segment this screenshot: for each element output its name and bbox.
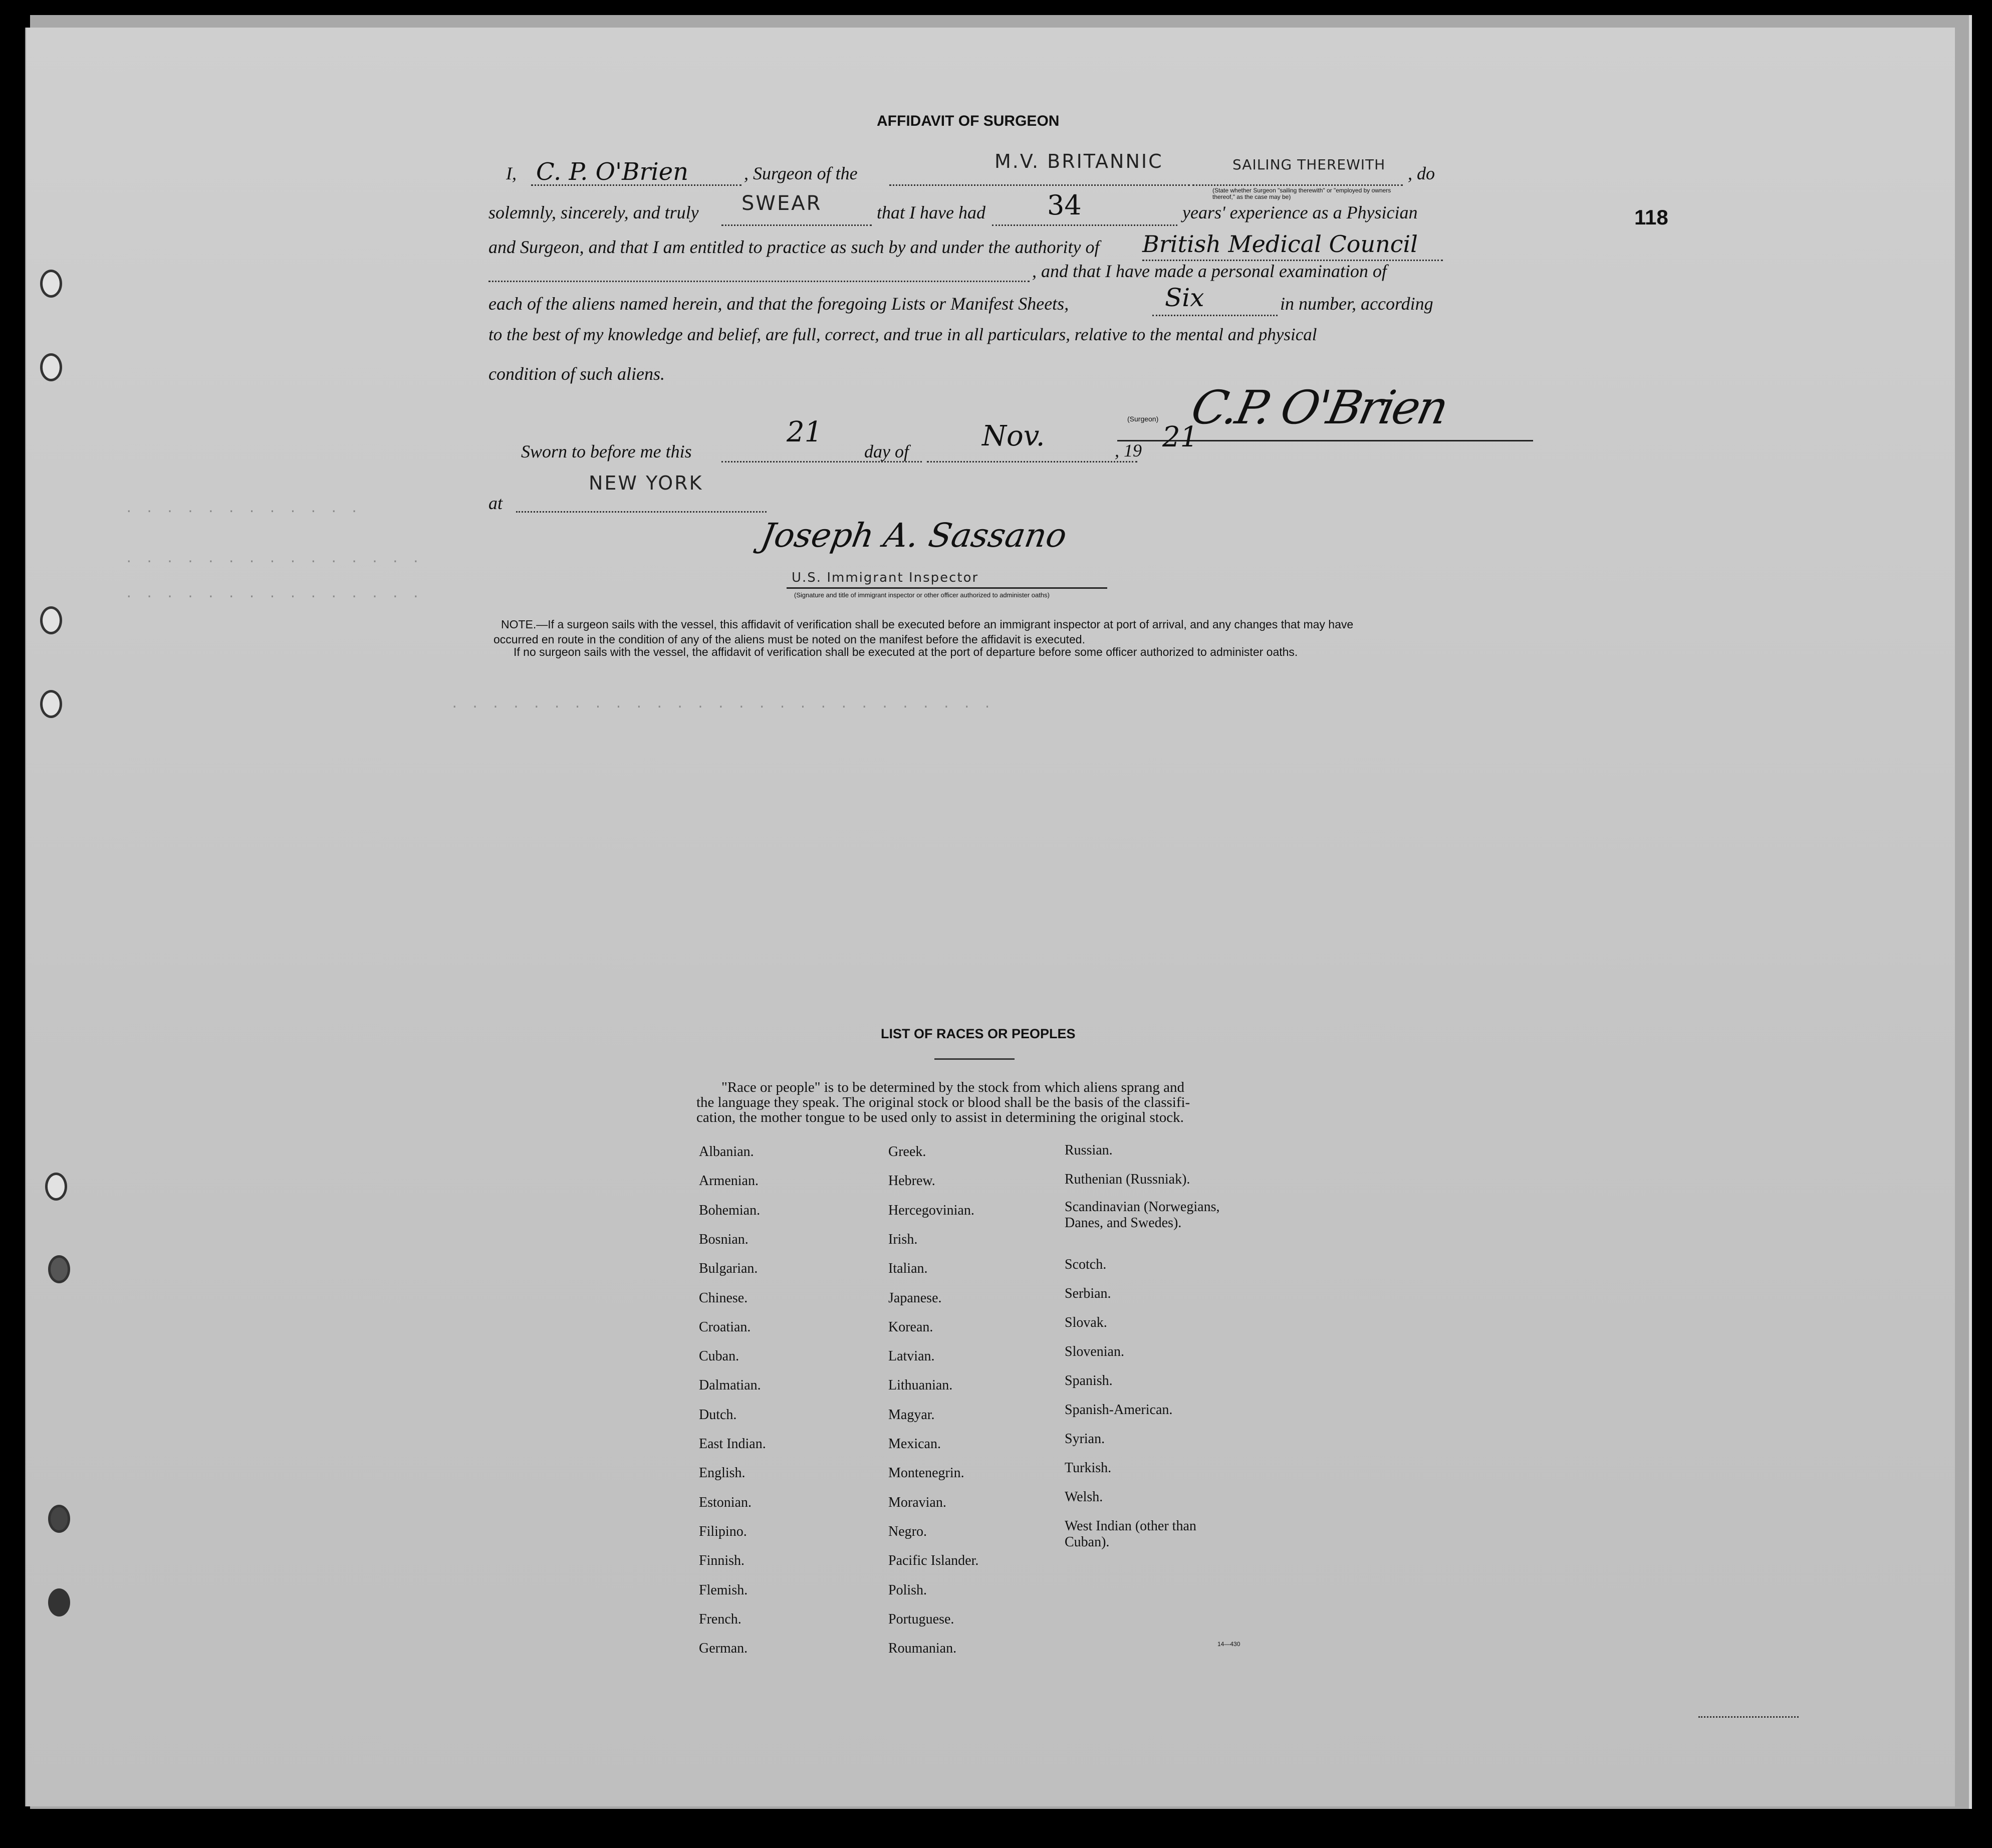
race-item: Moravian. <box>888 1495 946 1510</box>
text-condition: condition of such aliens. <box>488 364 665 384</box>
race-item: Bohemian. <box>699 1203 761 1218</box>
place-field-line <box>516 511 767 513</box>
race-item: Russian. <box>1065 1142 1113 1158</box>
inspector-signature: Joseph A. Sassano <box>758 516 1070 555</box>
sworn-month: Nov. <box>982 420 1045 452</box>
race-item: Spanish-American. <box>1065 1402 1173 1418</box>
race-item: Syrian. <box>1065 1431 1105 1447</box>
surgeon-signature: C.P. O'Brien <box>1186 381 1451 434</box>
sworn-year: 21 <box>1162 421 1198 453</box>
punch-hole <box>40 270 62 298</box>
race-item: Cuban. <box>699 1348 739 1364</box>
text-in-number: in number, according <box>1280 294 1433 314</box>
race-item: East Indian. <box>699 1436 766 1452</box>
bleed-through-row: . . . . . . . . . . . . <box>125 501 361 515</box>
bleed-through-row: . . . . . . . . . . . . . . . <box>125 586 423 600</box>
race-item: Latvian. <box>888 1348 935 1364</box>
punch-hole <box>40 690 62 718</box>
month-field-line <box>927 461 1137 463</box>
race-item: Ruthenian (Russniak). <box>1065 1172 1190 1187</box>
text-personal-examination: , and that I have made a personal examination of <box>1032 261 1387 281</box>
sworn-place: NEW YORK <box>589 472 703 494</box>
race-item: Slovak. <box>1065 1315 1107 1330</box>
licensing-authority: British Medical Council <box>1142 230 1418 258</box>
manifest-sheet-count: Six <box>1165 283 1204 312</box>
surgeon-name: C. P. O'Brien <box>536 158 689 186</box>
surgeon-status: SAILING THEREWITH <box>1232 156 1386 173</box>
race-item: Cuban). <box>1065 1534 1110 1550</box>
bleed-through-row: . . . . . . . . . . . . . . . <box>125 551 423 565</box>
punch-hole <box>40 353 62 381</box>
race-item: Scotch. <box>1065 1257 1107 1272</box>
races-intro-line-2: the language they speak. The original stock or blood shall be the basis of the classifi- <box>696 1094 1190 1110</box>
punch-hole <box>48 1505 70 1533</box>
inspector-note: (Signature and title of immigrant inspector or other officer authorized to administer oaths) <box>794 591 1050 599</box>
text-full-correct: to the best of my knowledge and belief, are full, correct, and true in all particulars, relative to the mental and physical <box>488 325 1317 344</box>
text-at: at <box>488 493 503 513</box>
race-item: Dalmatian. <box>699 1377 761 1393</box>
page-number: 118 <box>1634 205 1668 229</box>
text-sworn: Sworn to before me this <box>521 441 692 461</box>
status-note: (State whether Surgeon "sailing therewith" or "employed by owners thereof," as the case may be) <box>1212 187 1391 200</box>
affidavit-title: AFFIDAVIT OF SURGEON <box>877 113 1060 129</box>
race-item: Greek. <box>888 1144 926 1160</box>
races-intro-line-1: "Race or people" is to be determined by the stock from which aliens sprang and <box>721 1079 1185 1095</box>
years-experience: 34 <box>1047 189 1082 221</box>
races-title-rule <box>934 1058 1015 1060</box>
punch-hole <box>48 1588 70 1616</box>
race-item: Serbian. <box>1065 1286 1111 1301</box>
note-line-1: NOTE.—If a surgeon sails with the vessel, this affidavit of verification shall be executed before an immigrant inspector at port of arrival, and any changes that may have <box>501 618 1354 631</box>
years-field-line <box>992 224 1177 226</box>
race-item: Slovenian. <box>1065 1344 1124 1359</box>
race-item: Croatian. <box>699 1319 751 1335</box>
text-do: , do <box>1408 163 1435 183</box>
punch-hole <box>45 1173 67 1201</box>
oath-field-line <box>721 224 872 226</box>
text-nineteen: , 19 <box>1115 440 1142 460</box>
race-item: Hebrew. <box>888 1173 935 1189</box>
race-item: Pacific Islander. <box>888 1553 979 1568</box>
text-i: I, <box>506 163 517 183</box>
race-item: Filipino. <box>699 1524 747 1539</box>
race-item: Italian. <box>888 1261 928 1276</box>
race-item: Irish. <box>888 1232 918 1247</box>
races-intro-line-3: cation, the mother tongue to be used only to assist in determining the original stock. <box>696 1109 1184 1125</box>
text-day-of: day of <box>864 441 909 461</box>
bleed-through-row: . . . . . . . . . . . . . . . . . . . . . . . . . . . <box>451 697 994 711</box>
sheets-field-line <box>1152 315 1278 316</box>
vessel-name: M.V. BRITANNIC <box>994 150 1163 172</box>
race-item: Magyar. <box>888 1407 935 1423</box>
race-item: Montenegrin. <box>888 1465 964 1481</box>
race-item: Danes, and Swedes). <box>1065 1215 1182 1231</box>
race-item: Roumanian. <box>888 1641 957 1656</box>
sworn-day: 21 <box>787 416 823 448</box>
race-item: Polish. <box>888 1582 927 1598</box>
note-line-2: occurred en route in the condition of any of the aliens must be noted on the manifest before the affidavit is executed. <box>493 633 1085 646</box>
race-item: Flemish. <box>699 1582 748 1598</box>
race-item: Lithuanian. <box>888 1377 953 1393</box>
surgeon-caption: (Surgeon) <box>1127 415 1159 423</box>
race-item: Scandinavian (Norwegians, <box>1065 1199 1220 1215</box>
inspector-title: U.S. Immigrant Inspector <box>792 570 979 585</box>
vessel-field-line <box>889 184 1190 186</box>
race-item: Portuguese. <box>888 1611 954 1627</box>
race-item: Armenian. <box>699 1173 759 1189</box>
race-item: Hercegovinian. <box>888 1203 974 1218</box>
punch-hole <box>40 606 62 634</box>
race-item: Welsh. <box>1065 1489 1103 1505</box>
race-item: Korean. <box>888 1319 933 1335</box>
note-line-3: If no surgeon sails with the vessel, the affidavit of verification shall be executed at the port of departure before some officer authorized to administer oaths. <box>514 645 1298 658</box>
race-item: Turkish. <box>1065 1460 1112 1476</box>
race-item: French. <box>699 1611 741 1627</box>
race-item: Albanian. <box>699 1144 754 1160</box>
text-foregoing-lists: each of the aliens named herein, and that the foregoing Lists or Manifest Sheets, <box>488 294 1069 314</box>
race-item: Dutch. <box>699 1407 737 1423</box>
punch-hole <box>48 1255 70 1283</box>
race-item: Spanish. <box>1065 1373 1113 1389</box>
text-years-experience: years' experience as a Physician <box>1182 202 1418 222</box>
race-item: English. <box>699 1465 745 1481</box>
race-item: West Indian (other than <box>1065 1518 1196 1534</box>
race-item: Chinese. <box>699 1290 748 1306</box>
race-item: Japanese. <box>888 1290 942 1306</box>
inspector-signature-line <box>787 587 1107 589</box>
race-item: Bosnian. <box>699 1232 749 1247</box>
race-item: German. <box>699 1641 748 1656</box>
form-number: 14—430 <box>1217 1641 1240 1648</box>
status-field-line <box>1192 184 1403 186</box>
oath-word: SWEAR <box>741 192 822 215</box>
race-item: Finnish. <box>699 1553 745 1568</box>
text-that-i-have-had: that I have had <box>877 202 985 222</box>
text-authority: and Surgeon, and that I am entitled to practice as such by and under the authority of <box>488 237 1100 257</box>
race-item: Mexican. <box>888 1436 941 1452</box>
races-intro <box>696 1080 1190 1125</box>
text-solemnly: solemnly, sincerely, and truly <box>488 202 699 222</box>
corner-dotted-line <box>1698 1716 1799 1718</box>
race-item: Bulgarian. <box>699 1261 758 1276</box>
race-item: Negro. <box>888 1524 927 1539</box>
races-title: LIST OF RACES OR PEOPLES <box>881 1026 1076 1041</box>
race-item: Estonian. <box>699 1495 752 1510</box>
text-surgeon-of: , Surgeon of the <box>744 163 858 183</box>
authority-field-line-2 <box>488 281 1030 282</box>
